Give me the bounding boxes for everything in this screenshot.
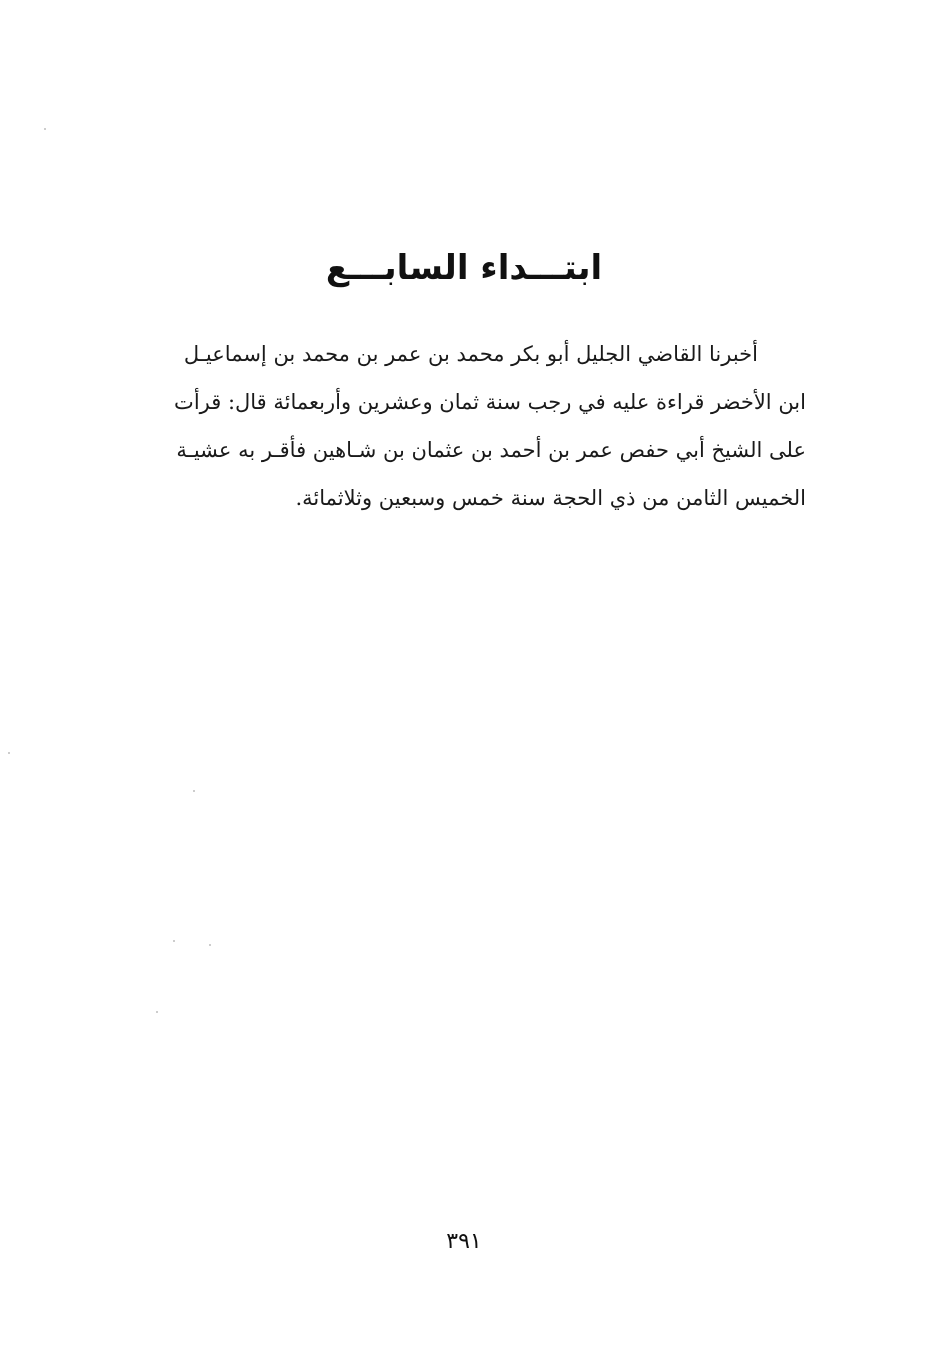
scan-speck: [156, 1011, 158, 1013]
body-line: أخبرنا القاضي الجليل أبو بكر محمد بن عمر بن محمد بن إسماعيـل: [183, 342, 758, 366]
scan-speck: [209, 944, 211, 946]
body-line: على الشيخ أبي حفص عمر بن أحمد بن عثمان بن شـاهين فأقـر به عشيـة: [176, 438, 806, 462]
scan-speck: [173, 940, 175, 942]
body-paragraph: [108, 330, 806, 522]
scan-speck: [44, 128, 46, 130]
section-title: ابتـــداء السابـــع: [325, 248, 603, 288]
scan-speck: [193, 790, 195, 792]
body-line: الخميس الثامن من ذي الحجة سنة خمس وسبعين وثلاثمائة.: [295, 486, 806, 510]
page-number: ٣٩١: [446, 1229, 482, 1254]
scan-speck: [8, 752, 10, 754]
body-line: ابن الأخضر قراءة عليه في رجب سنة ثمان وعشرين وأربعمائة قال: قرأت: [174, 390, 806, 414]
